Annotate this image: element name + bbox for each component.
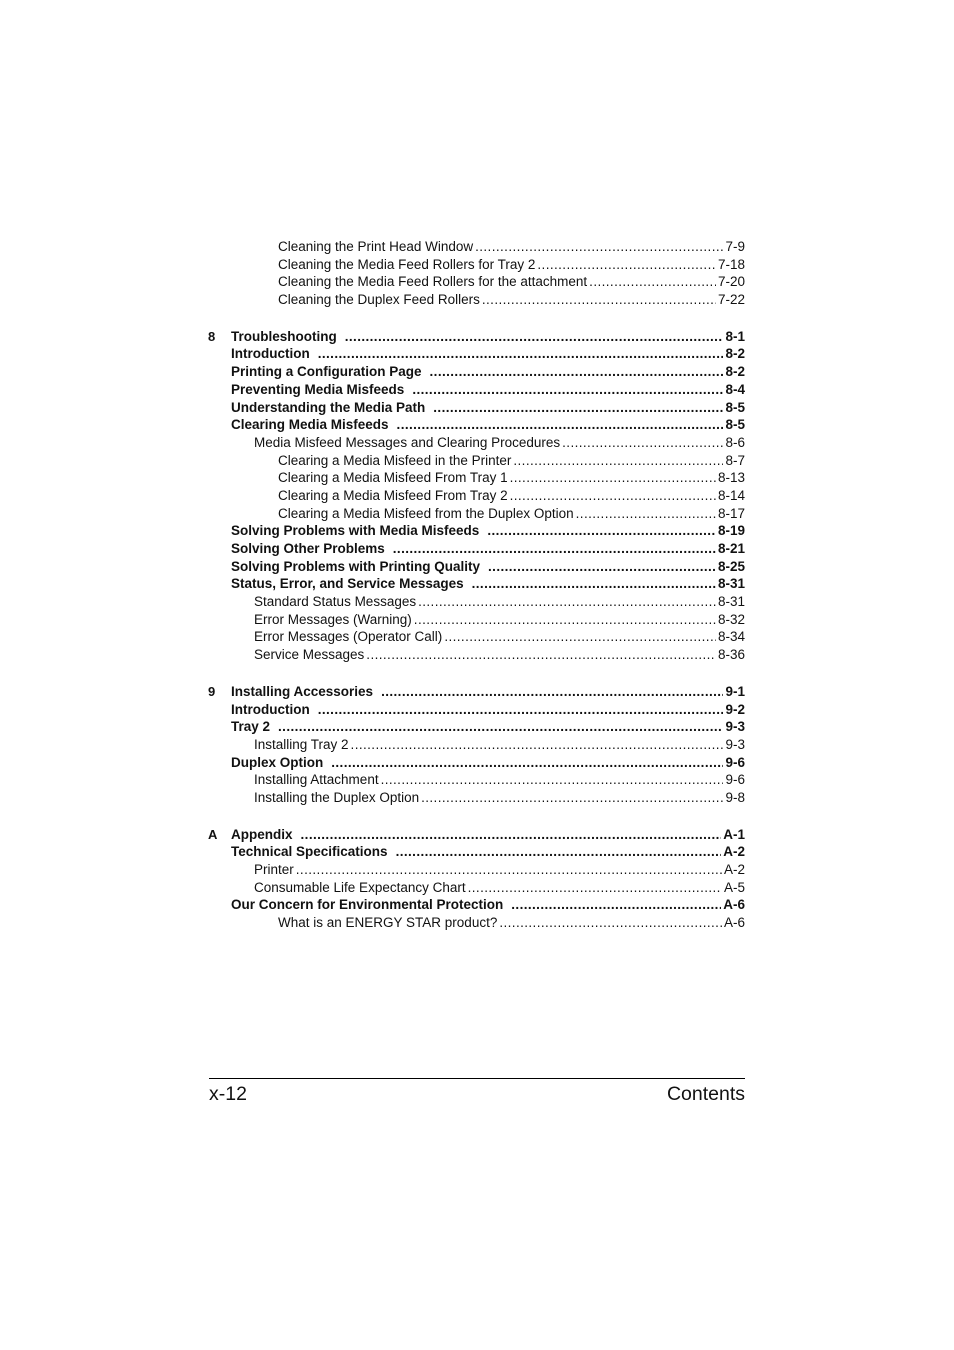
toc-page-number: 8-14 — [717, 487, 745, 503]
toc-entry-title: Error Messages (Operator Call) — [254, 629, 443, 645]
toc-entry-title: Cleaning the Duplex Feed Rollers — [278, 292, 480, 308]
toc-page-number: 9-1 — [725, 683, 745, 699]
dot-leader — [444, 628, 716, 646]
toc-entry[interactable] — [208, 646, 745, 664]
toc-entry[interactable] — [208, 701, 745, 719]
toc-entry[interactable] — [208, 754, 745, 772]
toc-page-number: 8-31 — [717, 576, 745, 592]
toc-entry-title: Understanding the Media Path — [231, 399, 426, 415]
toc-page-number: 8-25 — [717, 558, 745, 574]
toc-page-number: 9-8 — [725, 789, 745, 805]
toc-entry-title: Clearing Media Misfeeds — [231, 417, 389, 433]
toc-entry[interactable] — [208, 522, 745, 540]
toc-entry[interactable] — [208, 434, 745, 452]
dot-leader — [487, 522, 716, 540]
toc-entry[interactable] — [208, 469, 745, 487]
toc-page-number: 8-7 — [725, 452, 745, 468]
toc-page-number: 8-19 — [717, 523, 745, 539]
toc-entry[interactable] — [208, 505, 745, 523]
dot-leader — [537, 256, 716, 274]
toc-entry-title: Clearing a Media Misfeed from the Duplex Option — [278, 505, 574, 521]
dot-leader — [331, 754, 723, 772]
toc-page-number: 8-13 — [717, 470, 745, 486]
toc-entry-title: Solving Other Problems — [231, 541, 385, 556]
dot-leader — [511, 896, 721, 914]
toc-entry[interactable] — [208, 238, 745, 256]
toc-page-number: 8-2 — [725, 364, 745, 380]
toc-entry[interactable] — [208, 381, 745, 399]
toc-page-number: 8-2 — [725, 346, 745, 362]
toc-entry[interactable] — [208, 363, 745, 381]
dot-leader — [488, 558, 716, 576]
toc-page-number: 8-4 — [725, 381, 745, 397]
toc-entry[interactable] — [208, 896, 745, 914]
toc-page-number: 9-3 — [725, 736, 745, 752]
toc-entry-title: Installing Attachment — [254, 772, 379, 788]
footer-rule — [209, 1078, 745, 1079]
dot-leader — [278, 718, 723, 736]
dot-leader — [418, 593, 716, 611]
toc-chapter-entry[interactable] — [208, 683, 745, 701]
toc-entry-title: Introduction — [231, 346, 310, 362]
toc-entry-title: Installing Accessories — [231, 683, 374, 699]
toc-entry[interactable] — [208, 273, 745, 291]
toc-entry-title: Error Messages (Warning) — [254, 611, 412, 627]
toc-entry[interactable] — [208, 861, 745, 879]
dot-leader — [513, 452, 723, 470]
toc-page-number: 8-31 — [717, 594, 745, 610]
toc-entry-title: Duplex Option — [231, 754, 324, 770]
toc-page-number: A-2 — [723, 844, 745, 860]
toc-entry[interactable] — [208, 575, 745, 593]
toc-page-number: 8-36 — [717, 647, 745, 663]
toc-entry-title: Status, Error, and Service Messages — [231, 576, 464, 592]
toc-entry-title: Clearing a Media Misfeed From Tray 1 — [278, 470, 508, 486]
toc-page-number: 8-5 — [725, 399, 745, 415]
toc-entry-title: Service Messages — [254, 647, 365, 663]
toc-page-number: 9-6 — [725, 772, 745, 788]
dot-leader — [296, 861, 722, 879]
dot-leader — [433, 399, 723, 417]
toc-entry-title: Cleaning the Media Feed Rollers for the attachment — [278, 274, 588, 290]
toc-entry-title: Tray 2 — [231, 719, 271, 735]
dot-leader — [421, 789, 723, 807]
dot-leader — [499, 914, 722, 932]
toc-entry-title: Clearing a Media Misfeed From Tray 2 — [278, 487, 508, 503]
toc-chapter-number: A — [208, 826, 218, 842]
toc-entry-title: Technical Specifications — [231, 844, 388, 860]
toc-entry-title: Cleaning the Print Head Window — [278, 239, 474, 254]
dot-leader — [510, 487, 716, 505]
dot-leader — [397, 416, 724, 434]
toc-entry-title: Appendix — [231, 826, 293, 842]
dot-leader — [301, 826, 722, 844]
toc-entry-title: What is an ENERGY STAR product? — [278, 915, 498, 931]
toc-entry-title: Solving Problems with Media Misfeeds — [231, 523, 480, 539]
toc-chapter-number: 9 — [208, 683, 216, 699]
toc-entry-title: Solving Problems with Printing Quality — [231, 558, 481, 574]
toc-entry-title: Consumable Life Expectancy Chart — [254, 879, 466, 895]
toc-entry-title: Our Concern for Environmental Protection — [231, 897, 504, 913]
dot-leader — [468, 879, 722, 897]
dot-leader — [351, 736, 724, 754]
toc-entry-title: Standard Status Messages — [254, 594, 417, 610]
dot-leader — [562, 434, 723, 452]
dot-leader — [472, 575, 716, 593]
toc-entry[interactable] — [208, 718, 745, 736]
dot-leader — [381, 771, 724, 789]
toc-entry[interactable] — [208, 593, 745, 611]
toc-page-number: A-6 — [723, 915, 745, 931]
dot-leader — [318, 701, 724, 719]
footer-page-number: x-12 — [209, 1083, 247, 1105]
dot-leader — [345, 328, 724, 346]
toc-entry[interactable] — [208, 487, 745, 505]
dot-leader — [576, 505, 716, 523]
dot-leader — [482, 291, 716, 309]
toc-page-number: A-1 — [723, 826, 745, 842]
toc-page-number: 7-20 — [717, 274, 745, 290]
dot-leader — [589, 273, 716, 291]
toc-entry-title: Troubleshooting — [231, 328, 337, 344]
toc-entry[interactable] — [208, 628, 745, 646]
toc-entry-title: Introduction — [231, 701, 310, 717]
dot-leader — [414, 611, 716, 629]
toc-entry[interactable] — [208, 256, 745, 274]
toc-page-number: 9-2 — [725, 701, 745, 717]
toc-entry[interactable] — [208, 345, 745, 363]
toc-page-number: A-6 — [723, 897, 745, 913]
toc-entry-title: Printer — [254, 862, 294, 877]
toc-page-number: 8-5 — [725, 417, 745, 433]
toc-entry[interactable] — [208, 771, 745, 789]
toc-entry[interactable] — [208, 416, 745, 434]
dot-leader — [381, 683, 723, 701]
toc-page-number: 8-34 — [717, 629, 745, 645]
dot-leader — [475, 238, 723, 256]
toc-page-number: 8-32 — [717, 611, 745, 627]
toc-entry[interactable] — [208, 914, 745, 932]
toc-entry-title: Clearing a Media Misfeed in the Printer — [278, 452, 512, 468]
toc-chapter-number: 8 — [208, 328, 216, 344]
toc-page-number: 8-21 — [717, 541, 745, 556]
toc-page-number: 8-17 — [717, 505, 745, 521]
dot-leader — [430, 363, 724, 381]
toc-chapter-entry[interactable] — [208, 328, 745, 346]
toc-entry-title: Cleaning the Media Feed Rollers for Tray 2 — [278, 256, 536, 272]
toc-entry[interactable] — [208, 736, 745, 754]
toc-page-number: 9-3 — [725, 719, 745, 735]
toc-page-number: A-5 — [723, 879, 745, 895]
toc-entry-title: Installing Tray 2 — [254, 736, 349, 752]
toc-entry-title: Installing the Duplex Option — [254, 789, 420, 805]
dot-leader — [510, 469, 716, 487]
table-of-contents — [208, 238, 745, 932]
toc-entry-title: Printing a Configuration Page — [231, 364, 422, 380]
toc-entry[interactable] — [208, 291, 745, 309]
dot-leader — [396, 843, 722, 861]
toc-entry[interactable] — [208, 399, 745, 417]
toc-chapter-entry[interactable] — [208, 826, 745, 844]
toc-page-number: A-2 — [723, 862, 745, 877]
toc-page-number: 8-1 — [725, 328, 745, 344]
toc-entry-title: Preventing Media Misfeeds — [231, 381, 405, 397]
toc-entry[interactable] — [208, 611, 745, 629]
toc-entry[interactable] — [208, 843, 745, 861]
toc-entry-title: Media Misfeed Messages and Clearing Procedures — [254, 434, 561, 450]
toc-page-number: 7-22 — [717, 292, 745, 308]
toc-entry[interactable] — [208, 452, 745, 470]
toc-page-number: 8-6 — [725, 434, 745, 450]
toc-entry[interactable] — [208, 558, 745, 576]
dot-leader — [393, 540, 716, 558]
dot-leader — [318, 345, 724, 363]
toc-entry[interactable] — [208, 540, 745, 558]
footer-section-title: Contents — [666, 1083, 745, 1105]
dot-leader — [366, 646, 716, 664]
toc-page-number: 7-9 — [725, 239, 745, 254]
toc-entry[interactable] — [208, 789, 745, 807]
toc-page-number: 7-18 — [717, 256, 745, 272]
toc-entry[interactable] — [208, 879, 745, 897]
dot-leader — [412, 381, 723, 399]
toc-page-number: 9-6 — [725, 754, 745, 770]
